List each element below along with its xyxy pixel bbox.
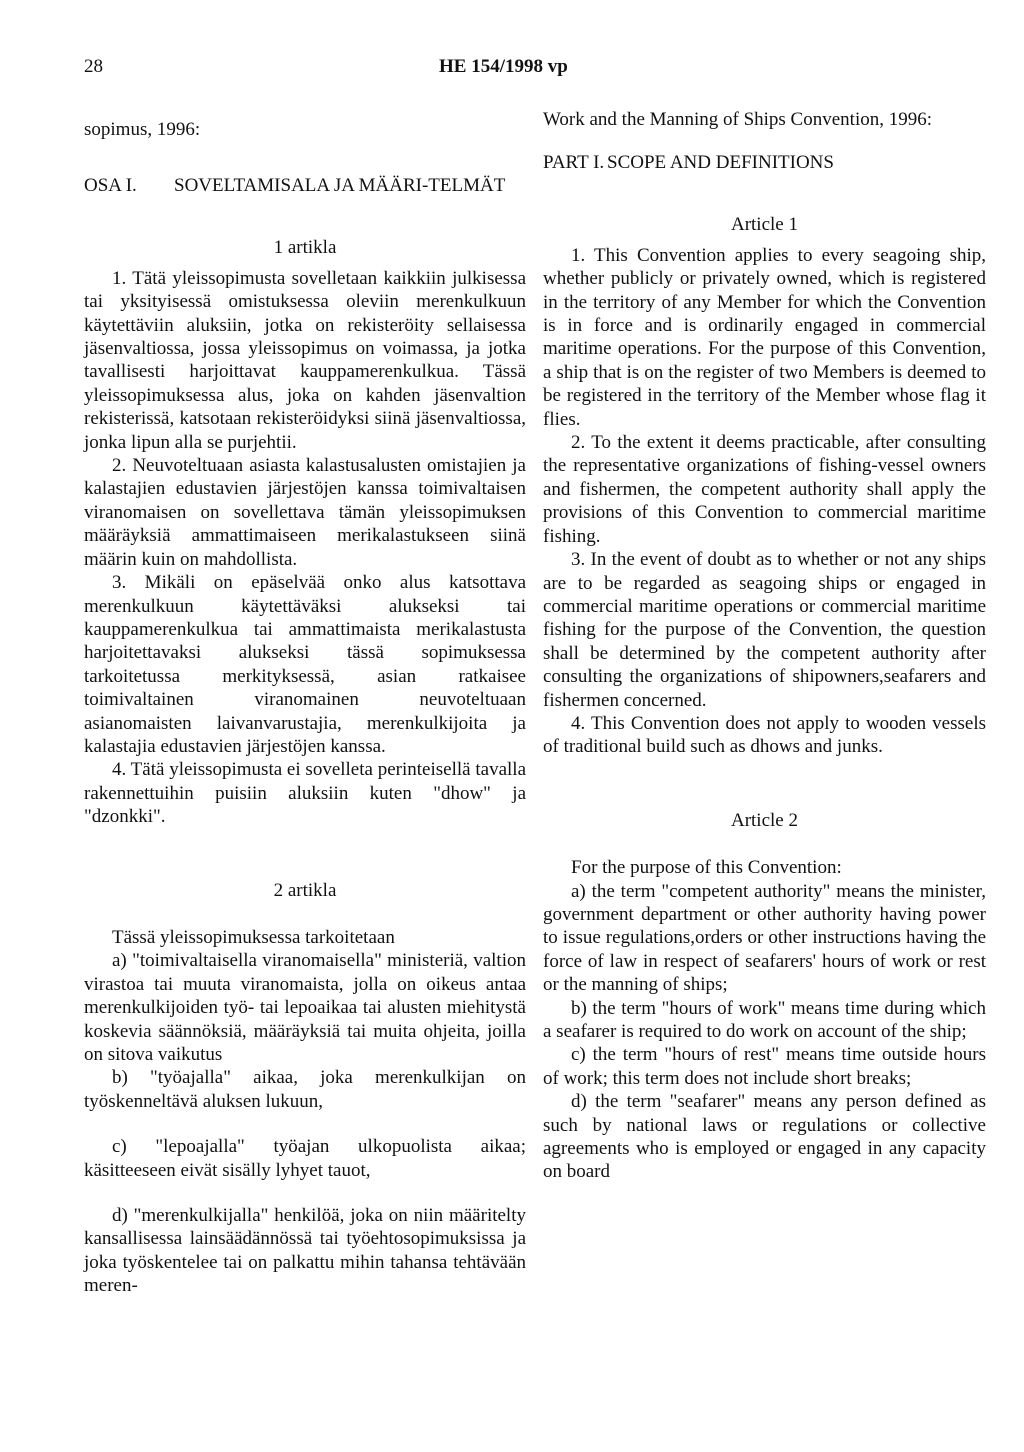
finnish-intro: sopimus, 1996: xyxy=(84,119,201,140)
english-article1-paragraph: 1. This Convention applies to every seagoing ship, whether publicly or privately owned, which is registered in the territory of any Member for which the Convention is in force and is ordinarily engaged in commercial maritime operations. For the purpose of this Convention, a ship that is on the register of two Members is deemed to be registered in the territory of the Member whose flag it flies. xyxy=(543,244,986,430)
english-article1-heading: Article 1 xyxy=(730,214,798,236)
english-article2-item: a) the term "competent authority" means the minister, government department or other authority having power to issue regulations,orders or other instructions having the force of law in respect of seafarers' hours of work or rest or the manning of ships; xyxy=(543,880,986,996)
finnish-article2-heading: 2 artikla xyxy=(273,879,337,901)
finnish-article2-lead: Tässä yleissopimuksessa tarkoitetaan xyxy=(112,926,395,948)
english-article2-item: b) the term "hours of work" means time during which a seafarer is required to do work on account of the ship; xyxy=(543,997,986,1042)
english-intro: Work and the Manning of Ships Convention, 1996: xyxy=(543,109,932,130)
english-article2-item: d) the term "seafarer" means any person defined as such by national laws or regulations or collective agreements who is employed or engaged in any capacity on board xyxy=(543,1091,986,1183)
page-header xyxy=(84,56,984,90)
finnish-column xyxy=(84,108,526,1298)
finnish-article1-paragraph: 4. Tätä yleissopimusta ei sovelleta perinteisellä tavalla rakennettuihin puisiin aluksiin kuten "dhow" ja "dzonkki". xyxy=(84,759,526,828)
english-part-title: SCOPE AND DEFINITIONS xyxy=(607,152,834,174)
finnish-article2-item: a) "toimivaltaisella viranomaisella" ministeriä, valtion virastoa tai muuta viranomaista, jolla on oikeus antaa merenkulkijoiden työ- tai lepoaikaa tai alusten miehitystä koskevia säännöksiä, määräyksiä tai muita ohjeita, joilla on sitova vaikutus xyxy=(84,950,526,1065)
finnish-part-heading xyxy=(84,174,526,222)
running-title: HE 154/1998 vp xyxy=(439,56,568,77)
english-part-heading xyxy=(543,151,986,199)
finnish-part-title: SOVELTAMISALA JA MÄÄRI-TELMÄT xyxy=(174,175,506,197)
finnish-article1-paragraph: 2. Neuvoteltuaan asiasta kalastusalusten omistajien ja kalastajien edustavien järjestöjen kanssa toimivaltaisen viranomaisen on sovellettava tämän yleissopimuksen määräyksiä ammattimaiseen merikalastukseen siinä määrin kuin on mahdollista. xyxy=(84,455,526,570)
finnish-article2-item: c) "lepoajalla" työajan ulkopuolista aikaa; käsitteeseen eivät sisälly lyhyet tauot, xyxy=(84,1136,526,1181)
english-article2-lead: For the purpose of this Convention: xyxy=(571,857,842,879)
finnish-part-label: OSA I. xyxy=(84,175,137,197)
english-column xyxy=(543,108,986,1184)
finnish-article2-item: d) "merenkulkijalla" henkilöä, joka on niin määritelty kansallisessa lainsäädännössä tai työehtosopimuksissa ja joka työskentelee tai on palkattu mihin tahansa tehtävään meren- xyxy=(84,1205,526,1297)
finnish-article1-paragraph: 3. Mikäli on epäselvää onko alus katsottava merenkulkuun käytettäväksi alukseksi tai kauppamerenkulkua tai ammattimaista merikalastusta harjoitettavaksi alukseksi tässä sopimuksessa tarkoitetussa merkityksessä, asian ratkaisee toimivaltainen viranomainen neuvoteltuaan asianomaisten laivanvarustajia, merenkulkijoita ja kalastajia edustavien järjestöjen kanssa. xyxy=(84,572,526,757)
english-article1-paragraph: 4. This Convention does not apply to wooden vessels of traditional build such as dhows and junks. xyxy=(543,712,986,758)
english-article2-heading: Article 2 xyxy=(730,809,798,831)
page-number: 28 xyxy=(84,56,103,77)
english-part-label: PART I. xyxy=(543,152,605,174)
english-article2-item: c) the term "hours of rest" means time outside hours of work; this term does not include short breaks; xyxy=(543,1044,986,1089)
finnish-article1-paragraph: 1. Tätä yleissopimusta sovelletaan kaikkiin julkisessa tai yksityisessä omistuksessa oleviin merenkulkuun käytettäviin aluksiin, jotka on rekisteröity sellaisessa jäsenvaltiossa, jossa yleissopimus on voimassa, ja jotka tavallisesti harjoittavat kauppamerenkulkua. Tässä yleissopimuksessa alus, joka on kahden jäsenvaltion rekisterissä, katsotaan rekisteröidyksi siinä jäsenvaltiossa, jonka lipun alla se purjehtii. xyxy=(84,267,526,453)
english-article1-paragraph: 3. In the event of doubt as to whether or not any ships are to be regarded as seagoing ships or engaged in commercial maritime operations or commercial maritime fishing for the purpose of the Convention, the question shall be determined by the competent authority after consulting the organizations of shipowners,seafarers and fishermen concerned. xyxy=(543,549,986,711)
finnish-article2-item: b) "työajalla" aikaa, joka merenkulkijan on työskenneltävä aluksen lukuun, xyxy=(84,1067,526,1112)
english-article1-paragraph: 2. To the extent it deems practicable, after consulting the representative organizations of fishing-vessel owners and fishermen, the competent authority shall apply the provisions of this Convention to commercial maritime fishing. xyxy=(543,432,986,547)
finnish-article1-heading: 1 artikla xyxy=(273,237,337,259)
